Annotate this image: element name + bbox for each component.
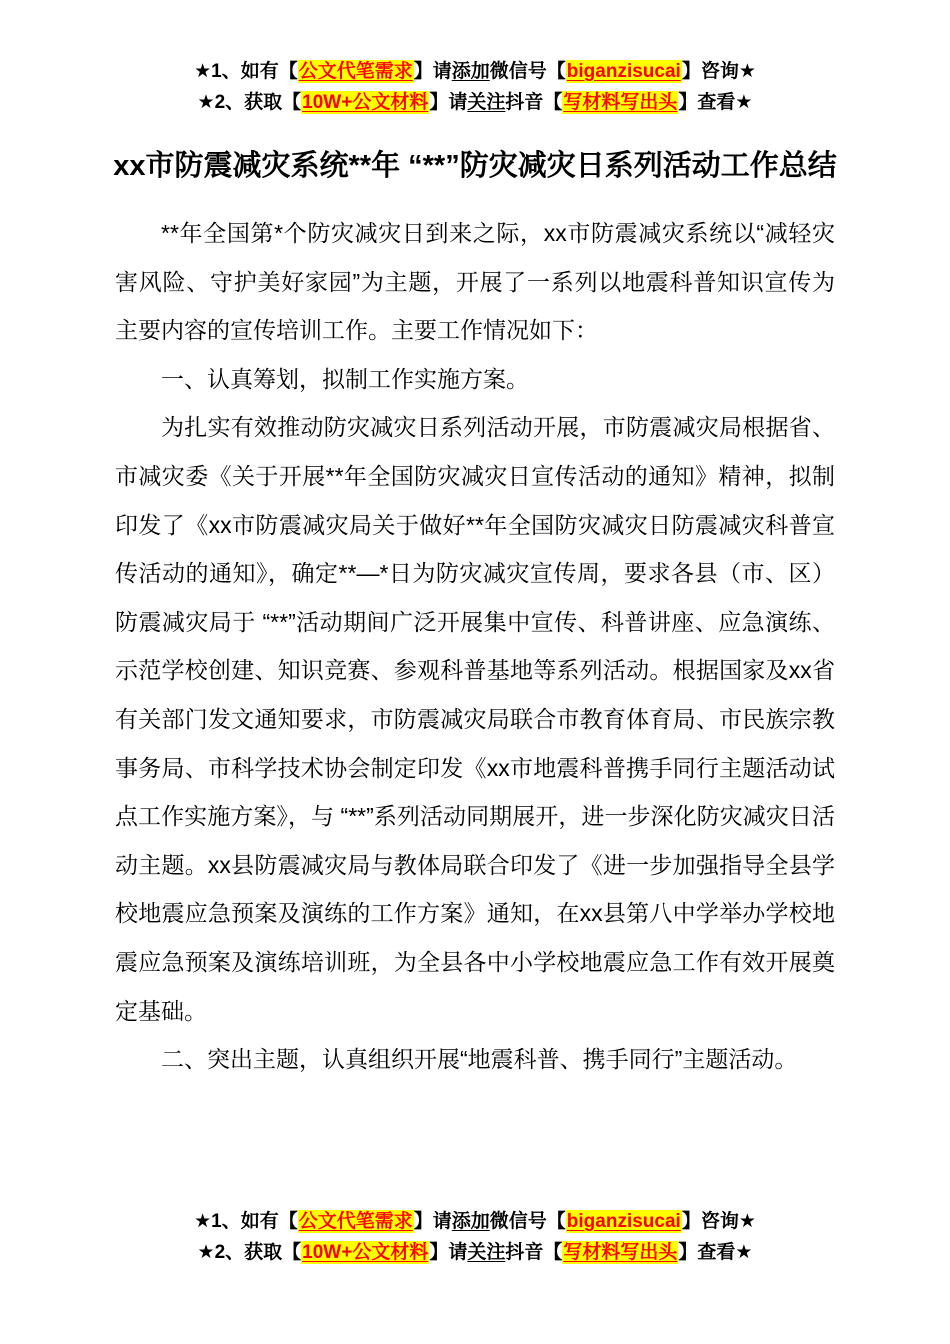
promo-text: 】查看★ <box>678 92 753 113</box>
document-body <box>0 209 950 1084</box>
document-title: xx市防震减灾系统**年 “**”防灾减灾日系列活动工作总结 <box>113 150 837 182</box>
highlighted-keyword: 公文代笔需求 <box>298 61 413 82</box>
section-heading-1: 一、认真筹划，拟制工作实施方案。 <box>161 365 529 392</box>
underlined-word: 关注 <box>467 92 506 113</box>
promo-text: ★1、如有【 <box>194 1211 298 1232</box>
intro-paragraph: **年全国第*个防灾减灾日到来之际，xx市防震减灾系统以“减轻灾害风险、守护美好家园”为主题，开展了一系列以地震科普知识宣传为主要内容的宣传培训工作。主要工作情况如下： <box>115 220 835 344</box>
underlined-word: 关注 <box>467 1242 506 1263</box>
promo-header <box>0 0 950 118</box>
promo-text: 】查看★ <box>678 1242 753 1263</box>
underlined-word: 添加 <box>451 1211 490 1232</box>
underlined-word: 添加 <box>451 61 490 82</box>
promo-text: 微信号【 <box>489 1211 566 1232</box>
wechat-id-highlight: biganzisucai <box>566 1211 681 1232</box>
promo-text: 】请 <box>429 1242 468 1263</box>
highlighted-keyword: 公文代笔需求 <box>298 1211 413 1232</box>
promo-header-line-2 <box>0 87 950 118</box>
promo-text: ★2、获取【 <box>197 92 302 113</box>
wechat-id-highlight: biganzisucai <box>566 61 681 82</box>
douyin-id-highlight: 写材料写出头 <box>563 1242 678 1263</box>
promo-text: 】请 <box>413 61 452 82</box>
promo-text: 】咨询★ <box>681 61 756 82</box>
promo-text: ★2、获取【 <box>197 1242 302 1263</box>
promo-footer <box>0 1206 950 1268</box>
highlighted-keyword: 10W+公文材料 <box>302 1242 429 1263</box>
promo-header-line-1 <box>0 56 950 87</box>
promo-text: 抖音【 <box>505 92 563 113</box>
promo-text: ★1、如有【 <box>194 61 298 82</box>
promo-text: 】请 <box>429 92 468 113</box>
promo-text: 抖音【 <box>505 1242 563 1263</box>
promo-text: 】咨询★ <box>681 1211 756 1232</box>
section-heading-2: 二、突出主题，认真组织开展“地震科普、携手同行”主题活动。 <box>161 1046 798 1073</box>
promo-text: 】请 <box>413 1211 452 1232</box>
highlighted-keyword: 10W+公文材料 <box>302 92 429 113</box>
promo-footer-line-2 <box>0 1237 950 1268</box>
douyin-id-highlight: 写材料写出头 <box>563 92 678 113</box>
promo-text: 微信号【 <box>489 61 566 82</box>
section-1-paragraph: 为扎实有效推动防灾减灾日系列活动开展，市防震减灾局根据省、市减灾委《关于开展**年全国防灾减灾日宣传活动的通知》精神，拟制印发了《xx市防震减灾局关于做好**年全国防灾减灾日防震减灾科普宣传活动的通知》，确定**—*日为防灾减灾宣传周，要求各县（市、区）防震减灾局于 “**”活动期间广泛开展集中宣传、科普讲座、应急演练、示范学校创建、知识竞赛、参观科普基地等系列活动。根据国家及xx省有关部门发文通知要求，市防震减灾局联合市教育体育局、市民族宗教事务局、市科学技术协会制定印发《xx市地震科普携手同行主题活动试点工作实施方案》，与 “**”系列活动同期展开，进一步深化防灾减灾日活动主题。xx县防震减灾局与教体局联合印发了《进一步加强指导全县学校地震应急预案及演练的工作方案》通知，在xx县第八中学举办学校地震应急预案及演练培训班，为全县各中小学校地震应急工作有效开展奠定基础。 <box>115 414 835 1024</box>
promo-footer-line-1 <box>0 1206 950 1237</box>
